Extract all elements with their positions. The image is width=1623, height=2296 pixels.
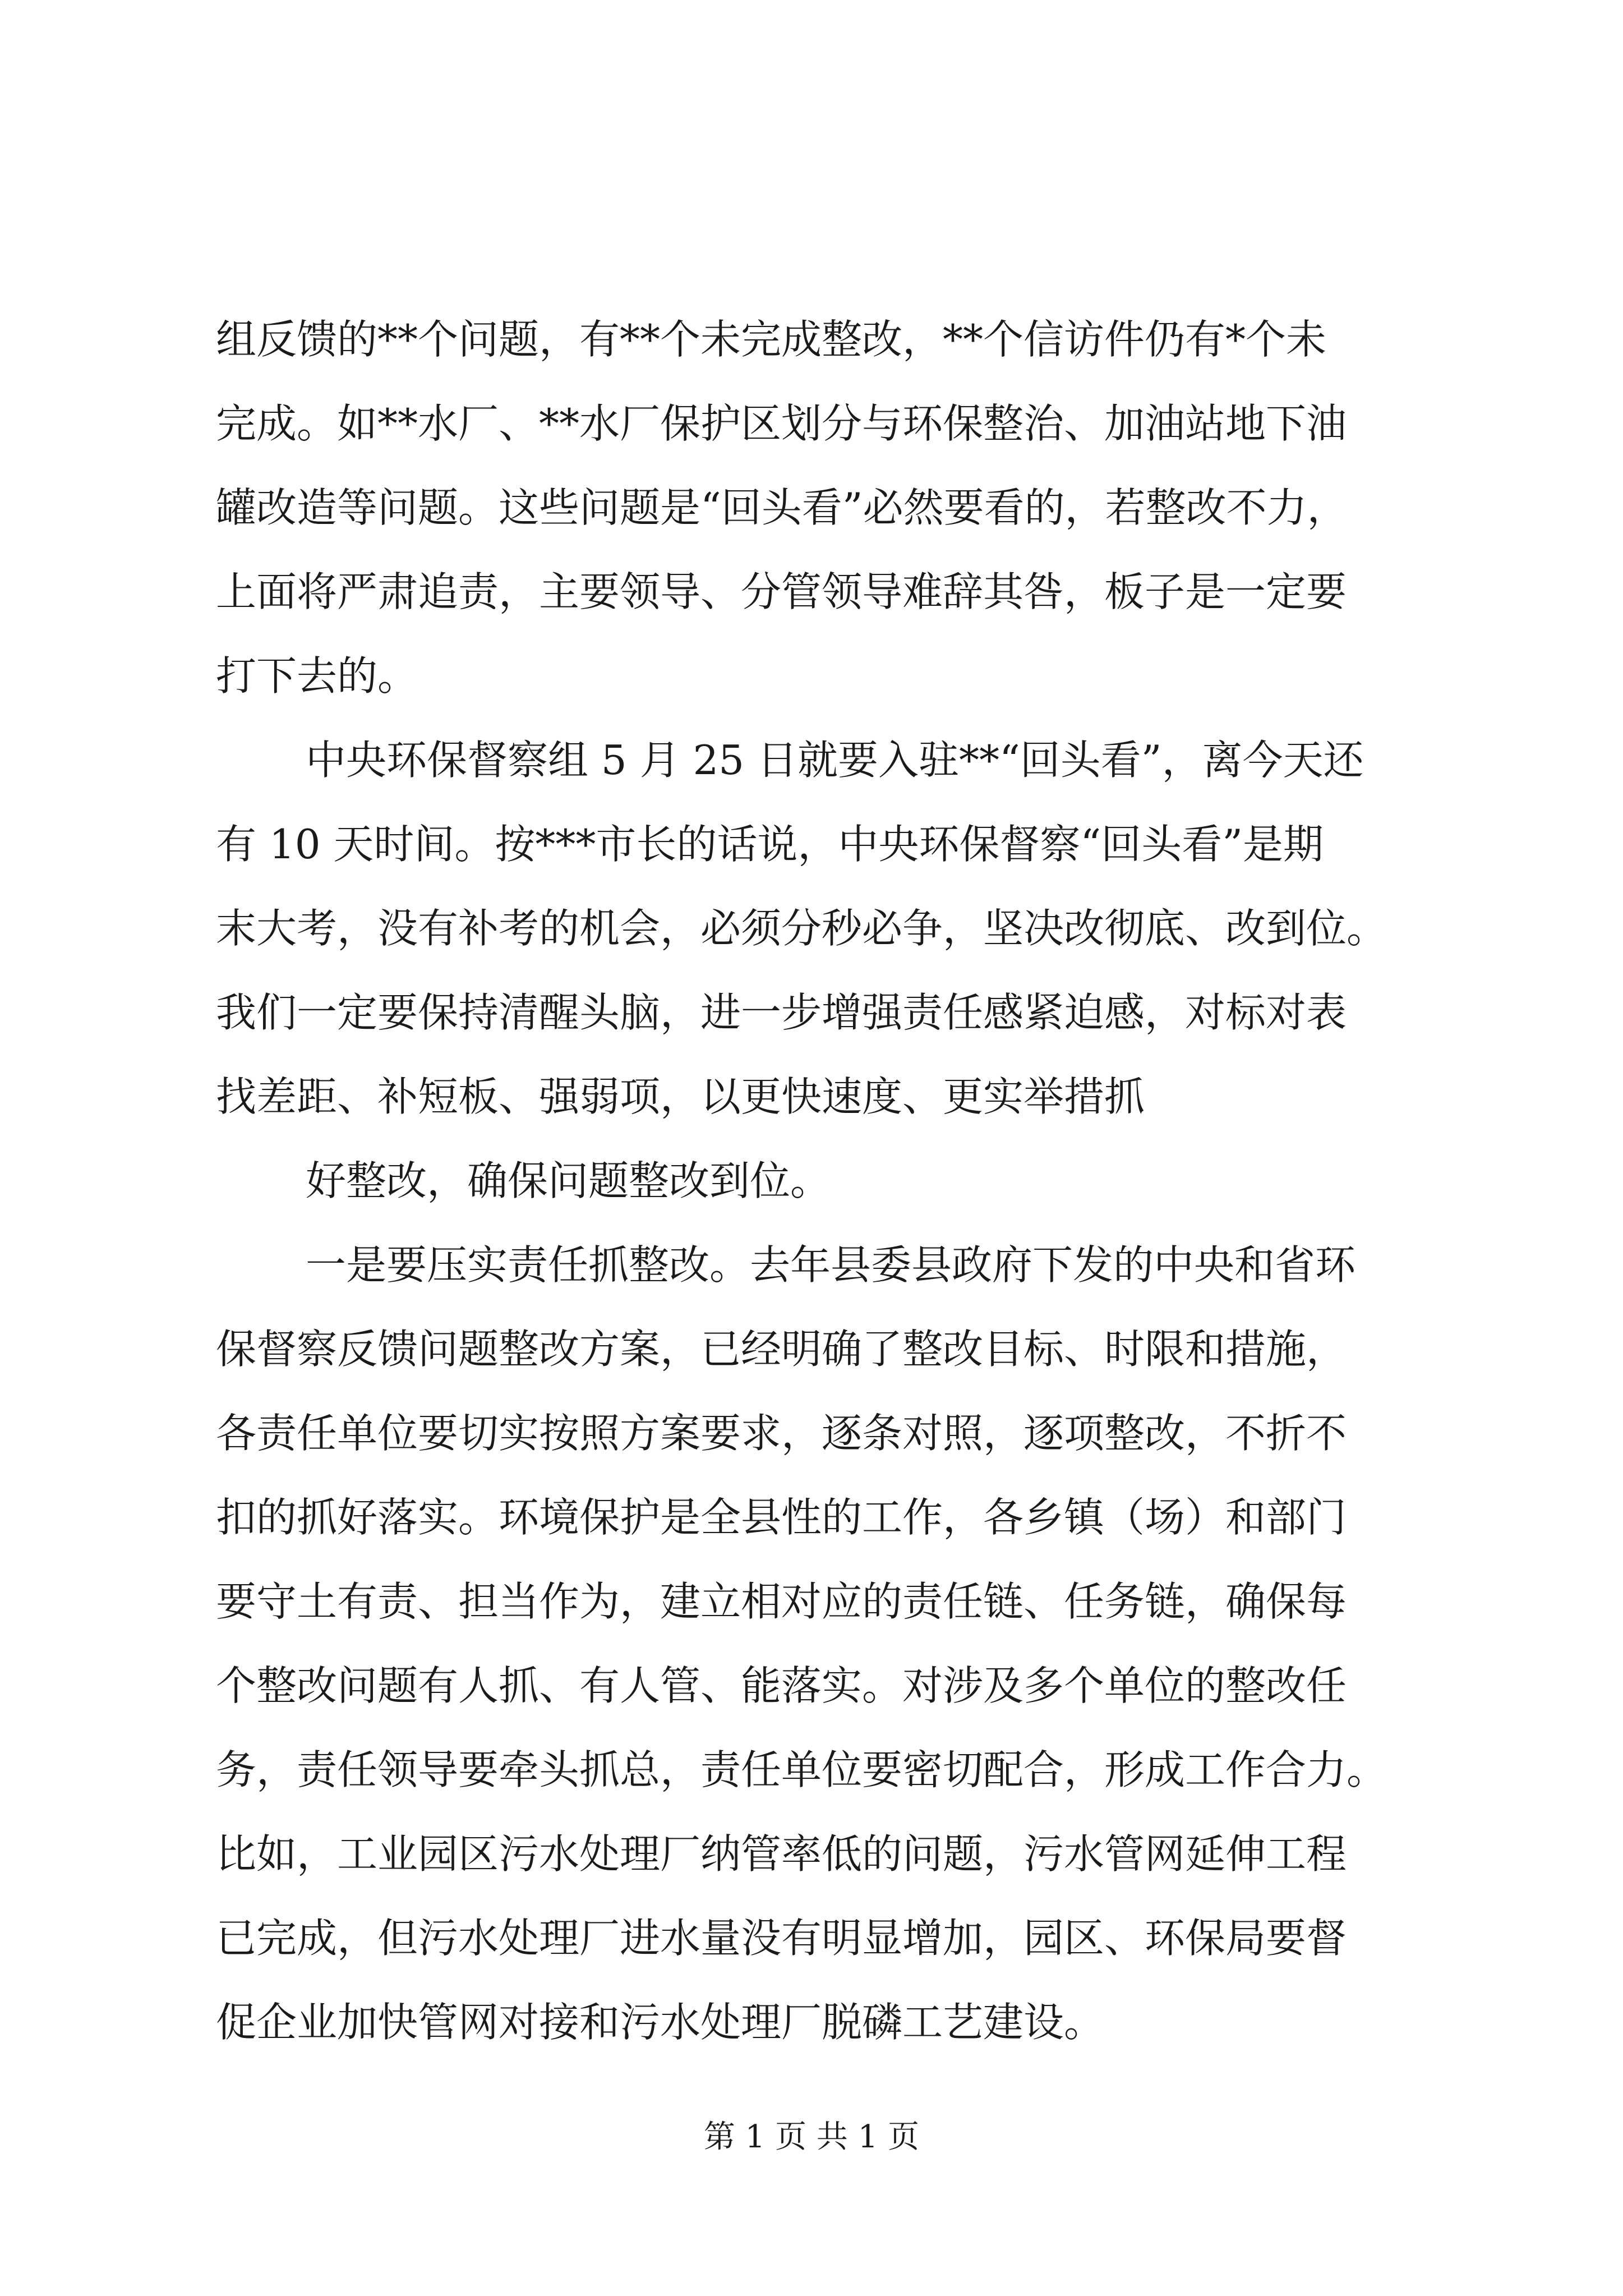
text-line: 我们一定要保持清醒头脑，进一步增强责任感紧迫感，对标对表 — [216, 989, 1347, 1036]
page-number-footer: 第 1 页 共 1 页 — [703, 2119, 920, 2155]
text-line: 罐改造等问题。这些问题是“回头看”必然要看的，若整改不力， — [216, 484, 1348, 531]
text-line: 上面将严肃追责，主要领导、分管领导难辞其咎，板子是一定要 — [216, 568, 1347, 615]
text-line: 扣的抓好落实。环境保护是全县性的工作，各乡镇（场）和部门 — [216, 1494, 1347, 1541]
text-line: 已完成，但污水处理厂进水量没有明显增加，园区、环保局要督 — [216, 1915, 1347, 1962]
text-line: 个整改问题有人抓、有人管、能落实。对涉及多个单位的整改任 — [216, 1662, 1347, 1709]
text-line: 务，责任领导要牵头抓总，责任单位要密切配合，形成工作合力。 — [216, 1746, 1387, 1793]
text-line: 促企业加快管网对接和污水处理厂脱磷工艺建设。 — [216, 1999, 1105, 2046]
text-line: 组反馈的**个问题，有**个未完成整改，**个信访件仍有*个未 — [216, 316, 1327, 363]
text-line: 比如，工业园区污水处理厂纳管率低的问题，污水管网延伸工程 — [216, 1830, 1347, 1878]
text-line: 找差距、补短板、强弱项，以更快速度、更实举措抓 — [216, 1073, 1145, 1120]
text-line: 好整改，确保问题整改到位。 — [306, 1157, 831, 1204]
text-line: 有 10 天时间。按***市长的话说，中央环保督察“回头看”是期 — [216, 821, 1324, 868]
text-line: 各责任单位要切实按照方案要求，逐条对照，逐项整改，不折不 — [216, 1410, 1347, 1457]
document-body — [216, 297, 1422, 2064]
text-line: 完成。如**水厂、**水厂保护区划分与环保整治、加油站地下油 — [216, 400, 1347, 447]
text-line: 保督察反馈问题整改方案，已经明确了整改目标、时限和措施， — [216, 1326, 1347, 1373]
text-line: 打下去的。 — [216, 652, 418, 700]
text-line: 中央环保督察组 5 月 25 日就要入驻**“回头看”，离今天还 — [306, 737, 1364, 784]
text-line: 要守土有责、担当作为，建立相对应的责任链、任务链，确保每 — [216, 1578, 1347, 1625]
text-line: 末大考，没有补考的机会，必须分秒必争，坚决改彻底、改到位。 — [216, 905, 1387, 952]
text-line: 一是要压实责任抓整改。去年县委县政府下发的中央和省环 — [306, 1241, 1356, 1289]
